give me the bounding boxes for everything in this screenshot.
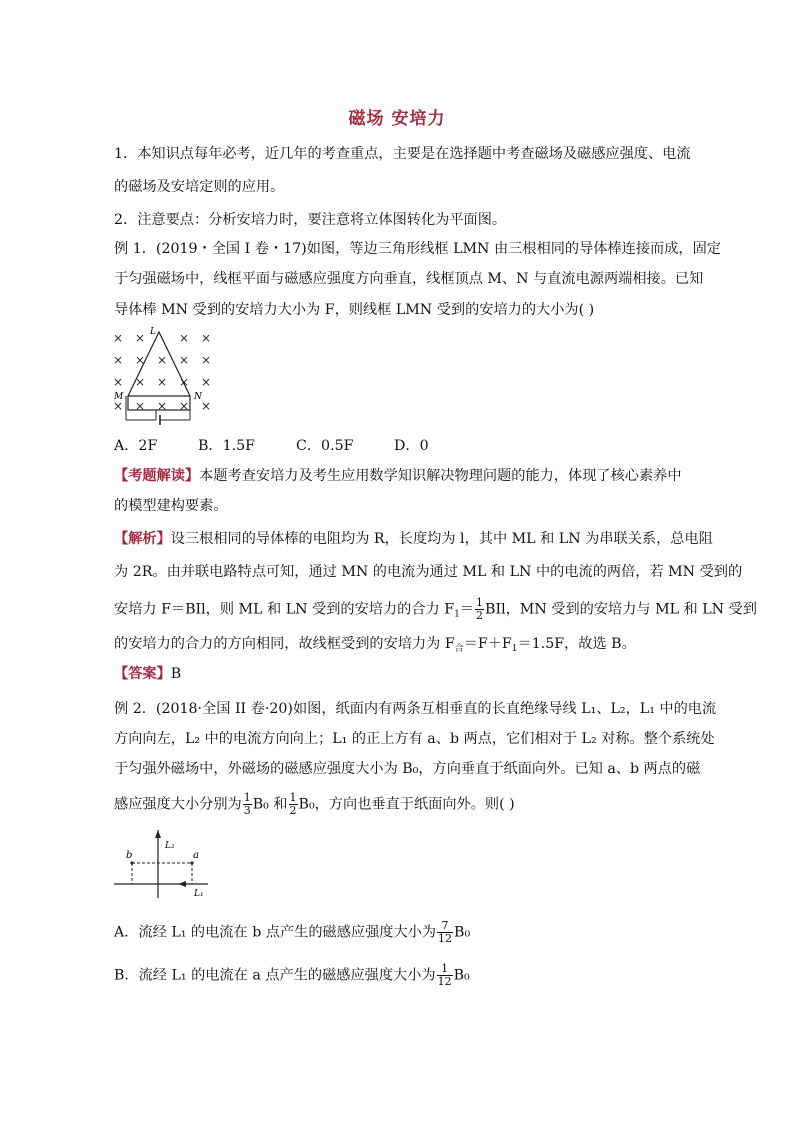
- ex1-figure: [112, 322, 222, 426]
- field-cross: ×: [113, 353, 124, 367]
- field-cross: ×: [201, 375, 212, 389]
- analysis-tag: 【解析】: [114, 531, 171, 547]
- analysis-line-4: 的安培力的合力的方向相同，故线框受到的安培力为 $F_合=F+F_1=1.5F$，故选 B。: [114, 636, 636, 654]
- option-b: B．1.5F: [198, 438, 256, 454]
- label-a: a: [193, 850, 199, 861]
- label-L1: L₁: [194, 889, 204, 899]
- ex1-options: [114, 436, 684, 456]
- field-cross: ×: [135, 399, 146, 413]
- fraction-half: $\frac{1}{2}$: [476, 596, 484, 622]
- ex1-line-1: 例 1．(2019・全国 I 卷・17)如图，等边三角形线框 LMN 由三根相同的导体棒连接而成，固定: [114, 241, 721, 257]
- field-cross: ×: [135, 331, 146, 345]
- interp-line-2: 的模型建构要素。: [114, 498, 228, 514]
- label-N: N: [194, 392, 202, 402]
- intro-line-2: 的磁场及安培定则的应用。: [114, 179, 285, 195]
- analysis-line-1: 【解析】设三根相同的导体棒的电阻均为 R，长度均为 l，其中 ML 和 LN 为串联关系，总电阻: [114, 531, 713, 547]
- intro-line-1: 1．本知识点每年必考，近几年的考查重点，主要是在选择题中考查磁场及磁感应强度、电流: [114, 146, 691, 162]
- field-cross: ×: [113, 331, 124, 345]
- ex2-line-4: 感应强度大小分别为 $\frac{1}{3}$ B₀ 和 $\frac{1}{2}$ B₀，方向也垂直于纸面向外。则( ): [114, 791, 515, 817]
- field-cross: ×: [179, 331, 190, 345]
- option-c: C．0.5F: [296, 438, 354, 454]
- ex2-option-a: A．流经 L₁ 的电流在 b 点产生的磁感应强度大小为 $\frac{7}{12}$ B₀: [114, 919, 471, 945]
- ex2-line-1: 例 2．(2018·全国 II 卷·20)如图，纸面内有两条互相垂直的长直绝缘导线 L₁、L₂，L₁ 中的电流: [114, 701, 717, 717]
- intro-line-3: 2．注意要点：分析安培力时，要注意将立体图转化为平面图。: [114, 212, 507, 228]
- ex2-option-b: B．流经 L₁ 的电流在 a 点产生的磁感应强度大小为 $\frac{1}{12}$ B₀: [114, 962, 470, 988]
- option-a: A．2F: [114, 438, 158, 454]
- field-cross: ×: [157, 399, 168, 413]
- answer-tag: 【答案】: [114, 666, 171, 682]
- ex2-line-2: 方向向左，L₂ 中的电流方向向上；L₁ 的正上方有 a、b 两点，它们相对于 L₂ 对称。整个系统处: [114, 731, 715, 747]
- field-cross: ×: [179, 399, 190, 413]
- ex2-line-3: 于匀强外磁场中，外磁场的磁感应强度大小为 B₀，方向垂直于纸面向外。已知 a、b 两点的磁: [114, 761, 701, 777]
- interp-tag: 【考题解读】: [114, 468, 200, 484]
- field-cross: ×: [135, 375, 146, 389]
- option-d: D．0: [394, 438, 429, 454]
- field-cross: ×: [201, 353, 212, 367]
- page-title: 磁场 安培力: [348, 109, 446, 129]
- field-cross: ×: [201, 399, 212, 413]
- ex2-figure: [112, 828, 222, 900]
- field-cross: ×: [179, 375, 190, 389]
- field-cross: ×: [179, 353, 190, 367]
- label-L: L: [150, 327, 156, 337]
- label-L2: L₂: [165, 841, 175, 851]
- field-cross: ×: [113, 375, 124, 389]
- field-cross: ×: [201, 331, 212, 345]
- analysis-line-3: 安培力 F＝BIl，则 ML 和 LN 受到的安培力的合力 $F_1=$ $\frac{1}{2}$ BIl，MN 受到的安培力与 ML 和 LN 受到: [114, 596, 757, 622]
- ex1-line-3: 导体棒 MN 受到的安培力大小为 F，则线框 LMN 受到的安培力的大小为( ): [114, 302, 595, 318]
- answer-line: 【答案】B: [114, 666, 182, 682]
- analysis-line-2: 为 2R。由并联电路特点可知，通过 MN 的电流为通过 ML 和 LN 中的电流的两倍，若 MN 受到的: [114, 564, 743, 580]
- ex1-line-2: 于匀强磁场中，线框平面与磁感应强度方向垂直，线框顶点 M、N 与直流电源两端相接。已知: [114, 271, 704, 287]
- field-cross: ×: [135, 353, 146, 367]
- field-cross: ×: [157, 353, 168, 367]
- field-cross: ×: [157, 375, 168, 389]
- label-b: b: [126, 850, 133, 861]
- field-cross: ×: [113, 399, 124, 413]
- label-M: M: [114, 392, 124, 402]
- interp-line-1: 【考题解读】本题考查安培力及考生应用数学知识解决物理问题的能力，体现了核心素养中: [114, 468, 682, 484]
